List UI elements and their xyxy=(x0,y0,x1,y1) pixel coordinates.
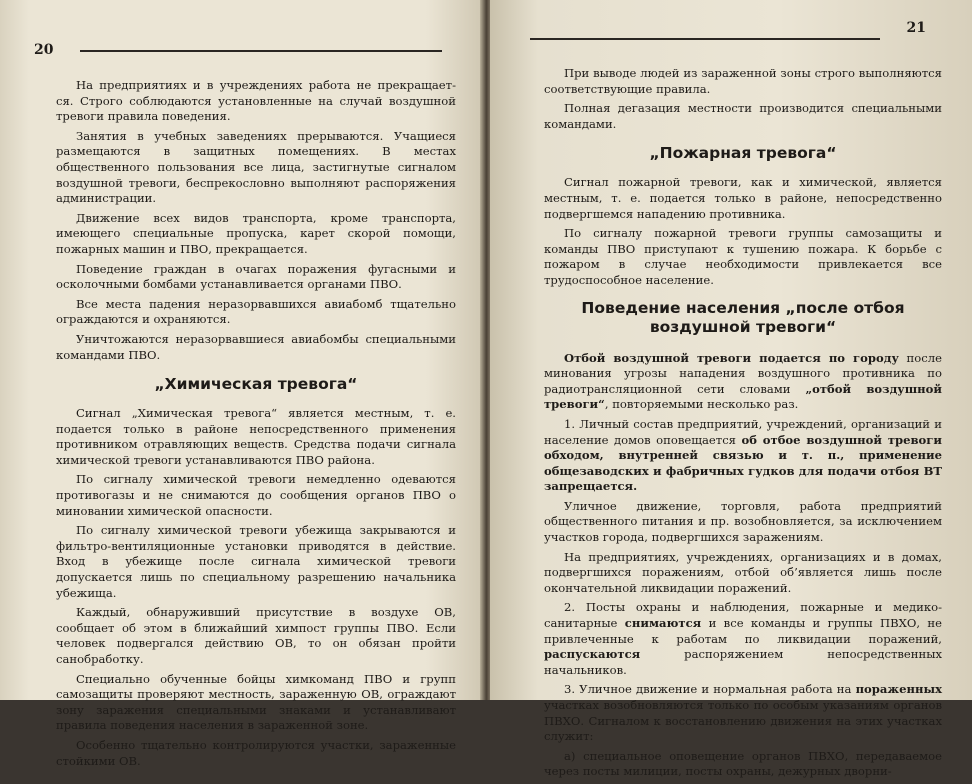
left-page xyxy=(0,0,484,768)
bold-text: пораженных xyxy=(855,682,942,697)
paragraph: Поведение граждан в очагах поражения фугасными и осколочными бомбами устанавливается органами ПВО. xyxy=(56,261,456,292)
paragraph: На предприятиях и в учреждениях работа не прекращает- ся. Строго соблюдаются установленные на случай воздушной тревоги правила поведения. xyxy=(56,78,456,124)
paragraph: Сигнал пожарной тревоги, как и химической, является местным, т. е. подается только в районе, непосредственно подвергшемся нападению противника. xyxy=(544,175,942,221)
paragraph: Особенно тщательно контролируются участки, зараженные стойкими ОВ. xyxy=(56,737,456,768)
right-page xyxy=(490,0,972,779)
paragraph: При выводе людей из зараженной зоны строго выполняются соответствующие правила. xyxy=(544,66,942,96)
paragraph xyxy=(544,600,942,678)
paragraph xyxy=(544,417,942,495)
header-rule-left xyxy=(80,50,442,52)
text: 1. Личный состав предприятий, учреждений, организаций и население домов оповещается xyxy=(544,416,942,447)
paragraph: Движение всех видов транспорта, кроме транспорта, имеющего специальные пропуска, карет скорой помощи, пожарных машин и ПВО, прекращается. xyxy=(56,210,456,256)
paragraph: Занятия в учебных заведениях прерываются. Учащиеся размещаются в защитных помещениях. В местах общественного пользования все лица, застигнутые сигналом воздушной тревоги, беспрекословно выполняют распоряжения администрации. xyxy=(56,128,456,206)
section-heading-chemical: „Химическая тревога“ xyxy=(154,375,358,394)
text: участках возобновляются только по особым указаниям органов ПВХО. Сигналом к восстановлению движения на этих участках служит: xyxy=(544,698,942,744)
paragraph: Уличное движение, торговля, работа предприятий общественного питания и пр. возобновляется, за исключением участков города, подвергшихся заражениям. xyxy=(544,498,942,545)
bold-text: Отбой воздушной тревоги подается по городу xyxy=(564,350,899,365)
right-page-text xyxy=(544,66,942,784)
text: , повторяемыми несколько раз. xyxy=(604,397,799,412)
text: после минования угрозы нападения воздушного противника по радиотрансляционной сети словами xyxy=(544,350,942,396)
paragraph: Каждый, обнаруживший присутствие в воздухе ОВ, сообщает об этом в ближайший химпост группы ПВО. Если человек подвергался действию ОВ, то он обязан пройти санобработку. xyxy=(56,605,456,666)
bold-text: „отбой воздушной тревоги“ xyxy=(544,381,942,412)
left-page-text xyxy=(56,78,456,773)
paragraph: По сигналу пожарной тревоги группы самозащиты и команды ПВО приступают к тушению пожара. К борьбе с пожаром в случае необходимости привлекается все трудоспособное население. xyxy=(544,226,942,287)
paragraph: Уничтожаются неразорвавшиеся авиабомбы специальными командами ПВО. xyxy=(56,331,456,362)
page-number-right: 21 xyxy=(906,20,926,36)
paragraph: Сигнал „Химическая тревога“ является местным, т. е. подается только в районе непосредственного применения противником отравляющих веществ. Средства подачи сигнала химической тревоги устанавливаются ПВО района. xyxy=(56,406,456,467)
bold-text: распускаются xyxy=(544,647,641,662)
paragraph: По сигналу химической тревоги убежища закрываются и фильтро-вентиляционные установки приводятся в действие. Вход в убежище после сигнала химической тревоги допускается лишь по специальному разрешению начальника убежища. xyxy=(56,523,456,600)
paragraph: Специально обученные бойцы химкоманд ПВО и групп самозащиты проверяют местность, зараженную ОВ, ограждают зону заражения специальными знаками и устанавливают правила поведения населения в зараженной зоне. xyxy=(56,671,456,733)
paragraph: По сигналу химической тревоги немедленно одеваются противогазы и не снимаются до сообщения органов ПВО о миновании химической опасности. xyxy=(56,472,456,518)
text: распоряжением непосредственных начальников. xyxy=(544,647,942,677)
page-number-left: 20 xyxy=(34,42,54,58)
bold-text: об отбое воздушной тревоги обходом, внутренней связью и т. п., применение общезаводских и фабричных гудков для подачи отбоя ВТ запрещается. xyxy=(544,432,942,494)
paragraph: Полная дегазация местности производится специальными командами. xyxy=(544,101,942,131)
bold-text: снимаются xyxy=(624,616,702,631)
paragraph xyxy=(544,682,942,744)
section-heading-after-alert: Поведение населения „после отбоя воздушной тревоги“ xyxy=(581,298,905,336)
text: 3. Уличное движение и нормальная работа на xyxy=(564,682,856,697)
paragraph: На предприятиях, учреждениях, организациях и в домах, подвергшихся поражениям, отбой об’является лишь после окончательной ликвидации поражений. xyxy=(544,549,942,595)
section-heading-fire: „Пожарная тревога“ xyxy=(649,144,837,163)
header-rule-right xyxy=(530,38,880,40)
text: 2. Посты охраны и наблюдения, пожарные и медико-санитарные xyxy=(544,600,942,631)
paragraph xyxy=(544,351,942,413)
paragraph: а) специальное оповещение органов ПВХО, передаваемое через посты милиции, посты охраны, дежурных дворни- xyxy=(544,748,942,779)
paragraph: Все места падения неразорвавшихся авиабомб тщательно ограждаются и охраняются. xyxy=(56,296,456,327)
text: и все команды и группы ПВХО, не привлеченные к работам по ликвидации поражений, xyxy=(544,616,943,646)
